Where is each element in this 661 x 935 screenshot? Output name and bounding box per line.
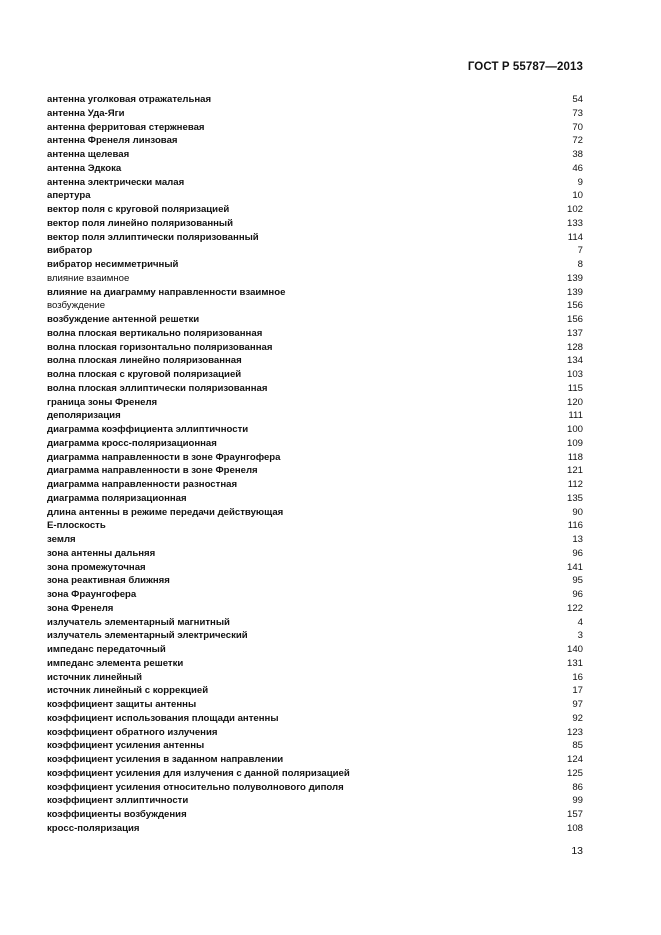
index-entry (47, 382, 583, 396)
index-entry (47, 409, 583, 423)
index-page-ref: 16 (572, 671, 583, 683)
index-entry (47, 272, 583, 286)
index-term: диаграмма коэффициента эллиптичности (47, 424, 249, 435)
index-page-ref: 3 (577, 630, 583, 642)
index-entry (47, 547, 583, 561)
index-page-ref: 115 (567, 382, 583, 394)
index-term: зона Фраунгофера (47, 589, 137, 600)
index-term: коэффициент усиления в заданном направлении (47, 754, 284, 765)
index-entry (47, 492, 583, 506)
index-term: вибратор (47, 245, 93, 257)
index-term: вектор поля эллиптически поляризованный (47, 231, 259, 243)
page-number: 13 (571, 845, 583, 857)
index-entry (47, 121, 583, 135)
index-term: излучатель элементарный магнитный (47, 616, 230, 628)
index-page-ref: 96 (572, 547, 583, 559)
index-term: диаграмма направленности в зоне Френеля (47, 465, 258, 477)
index-term: кросс-поляризация (47, 822, 140, 834)
index-entry (47, 464, 583, 478)
index-page-ref: 95 (572, 575, 583, 587)
index-page-ref: 139 (566, 272, 583, 284)
index-page-ref: 103 (566, 369, 583, 380)
index-term: волна плоская горизонтально поляризованная (47, 341, 273, 353)
index-entry (47, 629, 583, 643)
index-entry (47, 684, 583, 698)
index-page-ref: 90 (572, 506, 583, 518)
index-entry (47, 176, 583, 190)
index-page-ref: 140 (566, 644, 583, 655)
index-page-ref: 156 (566, 300, 583, 312)
index-term: возбуждение антенной решетки (47, 314, 200, 325)
index-entry (47, 368, 583, 382)
index-entry (47, 781, 583, 795)
index-page-ref: 13 (572, 534, 583, 545)
index-term: излучатель элементарный электрический (47, 630, 248, 642)
index-entry (47, 753, 583, 767)
index-page-ref: 116 (567, 520, 583, 532)
index-term: коэффициент защиты антенны (47, 699, 197, 710)
index-entry (47, 107, 583, 121)
index-term: Е-плоскость (47, 520, 106, 532)
index-entry (47, 602, 583, 616)
document-id: ГОСТ Р 55787—2013 (467, 61, 583, 73)
index-term: антенна электрически малая (47, 176, 185, 188)
index-term: антенна ферритовая стержневая (47, 121, 205, 133)
index-entry (47, 162, 583, 176)
index-entry (47, 299, 583, 313)
index-entry (47, 437, 583, 451)
index-entry (47, 712, 583, 726)
index-entry (47, 313, 583, 327)
index-term: коэффициент усиления антенны (47, 740, 205, 752)
index-page-ref: 17 (572, 685, 583, 697)
index-term: диаграмма поляризационная (47, 492, 187, 504)
index-entry (47, 767, 583, 781)
index-entry (47, 698, 583, 712)
index-term: волна плоская вертикально поляризованная (47, 327, 263, 339)
index-entry (47, 588, 583, 602)
index-page-ref: 157 (566, 809, 583, 820)
index-page-ref: 100 (566, 424, 583, 435)
index-page-ref: 92 (572, 712, 583, 724)
index-entry (47, 808, 583, 822)
index-page-ref: 128 (566, 341, 583, 353)
index-page-ref: 114 (567, 231, 583, 243)
index-entry (47, 244, 583, 258)
index-page-ref: 124 (566, 754, 583, 765)
index-term: земля (47, 534, 76, 545)
index-page-ref: 38 (572, 149, 583, 160)
index-entry (47, 657, 583, 671)
index-term: коэффициент обратного излучения (47, 726, 218, 738)
index-entry (47, 451, 583, 465)
index-entry (47, 726, 583, 740)
index-entry (47, 341, 583, 355)
index-entry (47, 217, 583, 231)
index-term: коэффициент использования площади антенны (47, 712, 279, 724)
index-term: граница зоны Френеля (47, 396, 158, 408)
index-entry (47, 574, 583, 588)
index-page-ref: 121 (566, 465, 583, 477)
index-entry (47, 643, 583, 657)
index-entry (47, 739, 583, 753)
index-entry (47, 189, 583, 203)
index-page-ref: 102 (566, 204, 583, 215)
index-entry (47, 794, 583, 808)
index-entry (47, 93, 583, 107)
index-page-ref: 156 (566, 314, 583, 325)
index-page-ref: 137 (566, 327, 583, 339)
index-page-ref: 134 (566, 355, 583, 367)
index-page-ref: 54 (572, 94, 583, 105)
index-term: апертура (47, 190, 91, 202)
index-page-ref: 139 (566, 286, 583, 298)
index-term: деполяризация (47, 410, 121, 422)
index-entry (47, 396, 583, 410)
index-term: вектор поля линейно поляризованный (47, 217, 234, 229)
index-term: импеданс элемента решетки (47, 657, 184, 669)
index-entry (47, 561, 583, 575)
index-term: антенна Френеля линзовая (47, 135, 178, 147)
index-page-ref: 108 (566, 822, 583, 834)
index-term: импеданс передаточный (47, 644, 166, 655)
index-term: зона реактивная ближняя (47, 575, 170, 587)
index-entry (47, 258, 583, 272)
index-entry (47, 203, 583, 217)
index-page-ref: 125 (566, 767, 583, 779)
index-term: зона промежуточная (47, 561, 146, 573)
index-term: зона Френеля (47, 602, 114, 614)
index-term: коэффициент усиления относительно полуволнового диполя (47, 781, 344, 793)
index-entry (47, 616, 583, 630)
index-page-ref: 122 (566, 602, 583, 614)
index-term: диаграмма направленности разностная (47, 479, 238, 490)
index-term: влияние на диаграмму направленности взаимное (47, 286, 286, 298)
index-page-ref: 9 (577, 176, 583, 188)
index-page-ref: 86 (572, 781, 583, 793)
index-page-ref: 70 (572, 121, 583, 133)
index-term: диаграмма кросс-поляризационная (47, 437, 217, 449)
index-entry (47, 671, 583, 685)
index-page-ref: 97 (572, 699, 583, 710)
index-entry (47, 134, 583, 148)
index-page-ref: 96 (572, 589, 583, 600)
index-page-ref: 85 (572, 740, 583, 752)
term-index (47, 93, 583, 836)
index-term: диаграмма направленности в зоне Фраунгофера (47, 451, 281, 463)
index-term: вектор поля с круговой поляризацией (47, 204, 230, 215)
index-page-ref: 112 (567, 479, 583, 490)
index-entry (47, 478, 583, 492)
index-entry (47, 519, 583, 533)
index-term: антенна Уда-Яги (47, 107, 125, 119)
index-term: возбуждение (47, 300, 106, 312)
index-page-ref: 120 (566, 396, 583, 408)
index-term: источник линейный с коррекцией (47, 685, 209, 697)
index-entry (47, 231, 583, 245)
index-term: коэффициент усиления для излучения с данной поляризацией (47, 767, 350, 779)
index-page-ref: 135 (566, 492, 583, 504)
index-page-ref: 133 (566, 217, 583, 229)
index-page-ref: 73 (572, 107, 583, 119)
index-entry (47, 327, 583, 341)
index-page-ref: 46 (572, 162, 583, 174)
index-page-ref: 7 (577, 245, 583, 257)
index-term: волна плоская линейно поляризованная (47, 355, 242, 367)
index-term: коэффициент эллиптичности (47, 795, 189, 807)
index-term: волна плоская с круговой поляризацией (47, 369, 242, 380)
index-page-ref: 118 (567, 451, 583, 463)
index-entry (47, 286, 583, 300)
index-page-ref: 123 (566, 726, 583, 738)
index-page-ref: 4 (577, 616, 583, 628)
index-page-ref: 141 (566, 561, 583, 573)
index-term: источник линейный (47, 671, 143, 683)
index-term: вибратор несимметричный (47, 259, 179, 270)
index-entry (47, 423, 583, 437)
index-page-ref: 111 (568, 410, 583, 422)
index-entry (47, 148, 583, 162)
index-term: антенна Эдкока (47, 162, 122, 174)
index-page-ref: 72 (572, 135, 583, 147)
index-term: зона антенны дальняя (47, 547, 156, 559)
index-page-ref: 8 (577, 259, 583, 270)
index-term: влияние взаимное (47, 272, 130, 284)
index-entry (47, 354, 583, 368)
index-page-ref: 109 (566, 437, 583, 449)
index-page-ref: 131 (566, 657, 583, 669)
index-term: антенна щелевая (47, 149, 130, 160)
index-entry (47, 506, 583, 520)
index-term: волна плоская эллиптически поляризованная (47, 382, 268, 394)
index-term: длина антенны в режиме передачи действующая (47, 506, 284, 518)
index-page-ref: 10 (572, 190, 583, 202)
index-term: коэффициенты возбуждения (47, 809, 187, 820)
index-entry (47, 533, 583, 547)
index-term: антенна уголковая отражательная (47, 94, 212, 105)
index-page-ref: 99 (572, 795, 583, 807)
index-entry (47, 822, 583, 836)
